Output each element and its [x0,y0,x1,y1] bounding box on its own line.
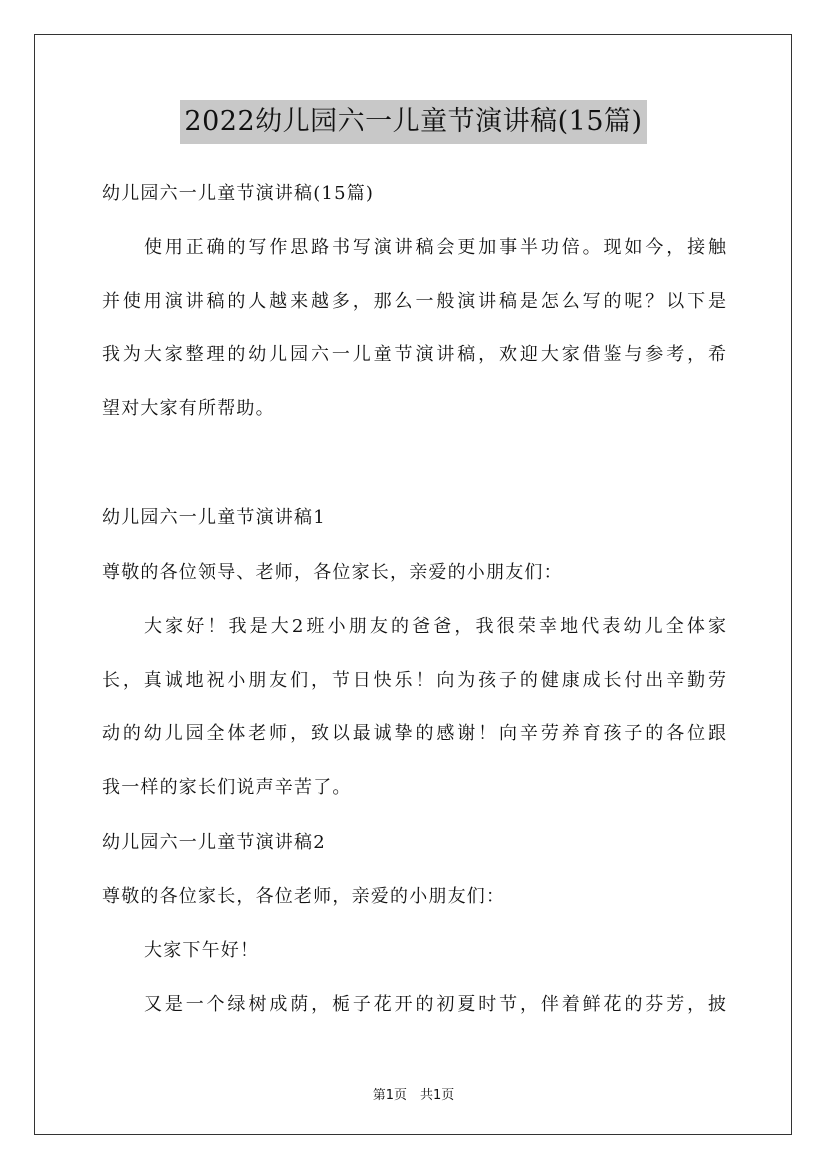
greeting-line: 大家下午好！ [144,940,260,961]
paragraph-line: 长，真诚地祝小朋友们，节日快乐！向为孩子的健康成长付出辛勤劳 [102,670,726,691]
salutation-line: 尊敬的各位家长，各位老师，亲爱的小朋友们： [102,886,506,907]
paragraph-line: 使用正确的写作思路书写演讲稿会更加事半功倍。现如今，接触 [144,237,726,258]
paragraph-line: 又是一个绿树成荫，栀子花开的初夏时节，伴着鲜花的芬芳，披 [144,994,726,1015]
title-container [0,100,827,144]
paragraph-line: 望对大家有所帮助。 [102,398,275,419]
paragraph-line: 我一样的家长们说声辛苦了。 [102,777,352,798]
paragraph-line: 并使用演讲稿的人越来越多，那么一般演讲稿是怎么写的呢？以下是 [102,291,726,312]
section-heading: 幼儿园六一儿童节演讲稿2 [102,832,326,853]
paragraph-line: 动的幼儿园全体老师，致以最诚挚的感谢！向辛劳养育孩子的各位跟 [102,723,726,744]
document-title: 2022幼儿园六一儿童节演讲稿(15篇) [180,100,646,144]
subtitle-line: 幼儿园六一儿童节演讲稿(15篇) [102,183,375,204]
salutation-line: 尊敬的各位领导、老师，各位家长，亲爱的小朋友们： [102,562,563,583]
paragraph-line: 大家好！我是大2班小朋友的爸爸，我很荣幸地代表幼儿全体家 [144,616,726,637]
section-heading: 幼儿园六一儿童节演讲稿1 [102,507,326,528]
paragraph-line: 我为大家整理的幼儿园六一儿童节演讲稿，欢迎大家借鉴与参考，希 [102,344,726,365]
page-footer: 第1页 共1页 [372,1088,455,1103]
